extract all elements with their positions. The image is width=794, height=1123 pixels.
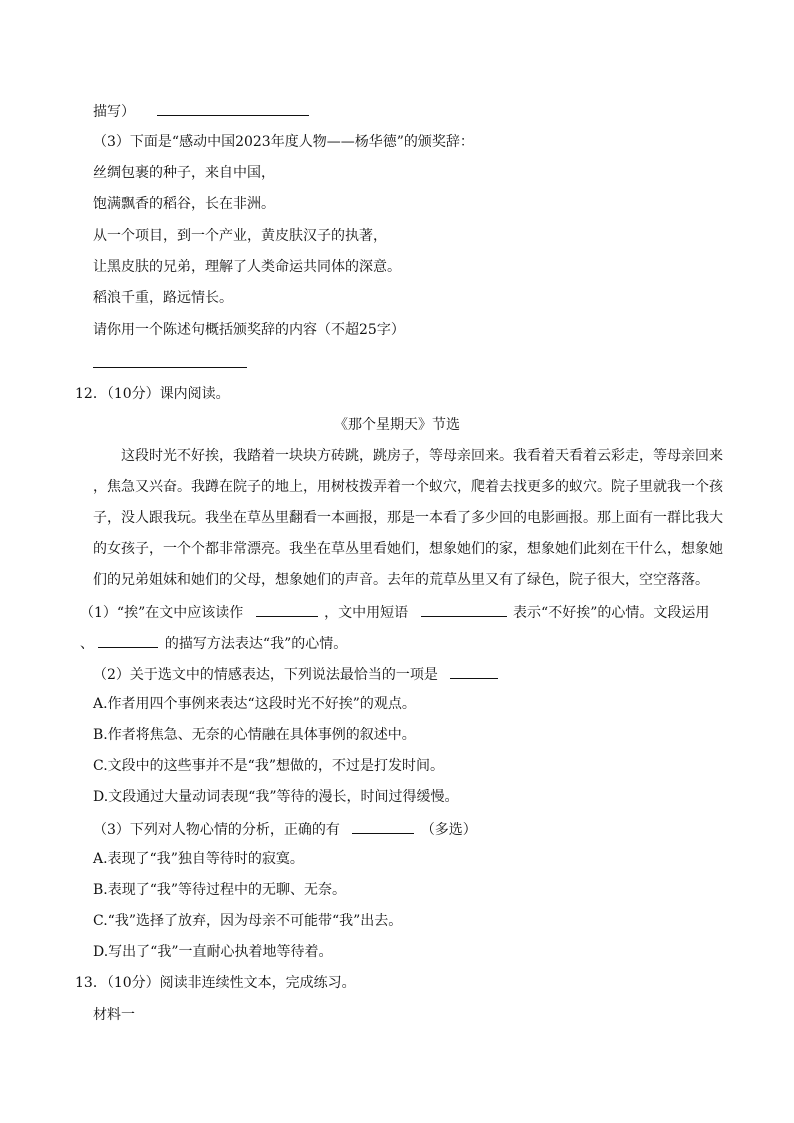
pronunciation-blank[interactable] — [256, 601, 318, 617]
q3-option-a: A.表现了“我”独自等待时的寂寞。 — [93, 851, 304, 867]
q1-text-e: 的描写方法表达“我”的心情。 — [164, 636, 348, 652]
q11-part3-intro: （3）下面是“感动中国2023年度人物——杨华德”的颁奖辞： — [93, 134, 474, 150]
q12-header: 12．（10分）课内阅读。 — [75, 386, 230, 402]
award-line-3: 从一个项目，到一个产业，黄皮肤汉子的执著， — [93, 228, 387, 244]
q1-text-c: 表示“不好挨”的心情。文段运用 — [513, 605, 710, 621]
passage-line-4: 的女孩子，一个个都非常漂亮。我坐在草丛里看她们，想象她们的家，想象她们此刻在干什么，想象她 — [93, 541, 723, 557]
describe-answer-blank[interactable] — [157, 100, 309, 116]
q2-option-a: A.作者用四个事例来表达“这段时光不好挨”的观点。 — [93, 696, 416, 712]
describe-answer-line — [93, 100, 311, 122]
q12-part1-line2 — [80, 632, 347, 654]
passage-line-2: ，焦急又兴奋。我蹲在院子的地上，用树枝拨弄着一个蚁穴，爬着去找更多的蚁穴。院子里就我一个孩 — [93, 479, 723, 495]
material-label: 材料一 — [93, 1007, 135, 1023]
q1-text-b: ，文中用短语 — [324, 605, 409, 621]
q3-stem-text: （3）下列对人物心情的分析，正确的有 — [93, 822, 340, 838]
summary-answer-blank[interactable] — [93, 352, 247, 368]
q3-answer-blank[interactable] — [352, 818, 414, 834]
passage-line-5: 们的兄弟姐妹和她们的父母，想象她们的声音。去年的荒草丛里又有了绿色，院子很大，空空落落。 — [93, 572, 709, 588]
q13-header: 13．（10分）阅读非连续性文本，完成练习。 — [75, 975, 356, 991]
summary-answer-line — [93, 352, 247, 374]
award-line-5: 稻浪千重，路远情长。 — [93, 290, 233, 306]
q12-part2-stem — [93, 663, 500, 685]
award-line-2: 饱满飘香的稻谷，长在非洲。 — [93, 196, 275, 212]
q1-text-a: （1）“挨”在文中应该读作 — [80, 605, 244, 621]
q2-stem-text: （2）关于选文中的情感表达，下列说法最恰当的一项是 — [93, 667, 438, 683]
q3-suffix: （多选） — [420, 822, 477, 838]
q3-option-c: C.“我”选择了放弃，因为母亲不可能带“我”出去。 — [93, 913, 403, 929]
q3-option-b: B.表现了“我”等待过程中的无聊、无奈。 — [93, 882, 347, 898]
award-line-4: 让黑皮肤的兄弟，理解了人类命运共同体的深意。 — [93, 259, 401, 275]
summary-prompt: 请你用一个陈述句概括颁奖辞的内容（不超25字） — [93, 322, 405, 338]
q12-part1-line1 — [80, 601, 709, 623]
passage-title: 《那个星期天》节选 — [334, 417, 460, 433]
q2-option-d: D.文段通过大量动词表现“我”等待的漫长，时间过得缓慢。 — [93, 789, 459, 805]
q3-option-d: D.写出了“我”一直耐心执着地等待着。 — [93, 944, 333, 960]
q12-part3-stem — [93, 818, 477, 840]
phrase-blank[interactable] — [421, 601, 507, 617]
q1-text-d: 、 — [80, 636, 94, 652]
q2-answer-blank[interactable] — [450, 663, 498, 679]
passage-line-3: 子，没人跟我玩。我坐在草丛里翻看一本画报，那是一本看了多少回的电影画报。那上面有一群比我大 — [93, 510, 723, 526]
passage-line-1: 这段时光不好挨，我踏着一块块方砖跳，跳房子，等母亲回来。我看着天看着云彩走，等母亲回来 — [121, 448, 723, 464]
q2-option-c: C.文段中的这些事并不是“我”想做的，不过是打发时间。 — [93, 758, 444, 774]
award-line-1: 丝绸包裹的种子，来自中国， — [93, 165, 275, 181]
q2-option-b: B.作者将焦急、无奈的心情融在具体事例的叙述中。 — [93, 727, 416, 743]
describe-label: 描写） — [93, 104, 135, 120]
method-blank[interactable] — [98, 632, 158, 648]
